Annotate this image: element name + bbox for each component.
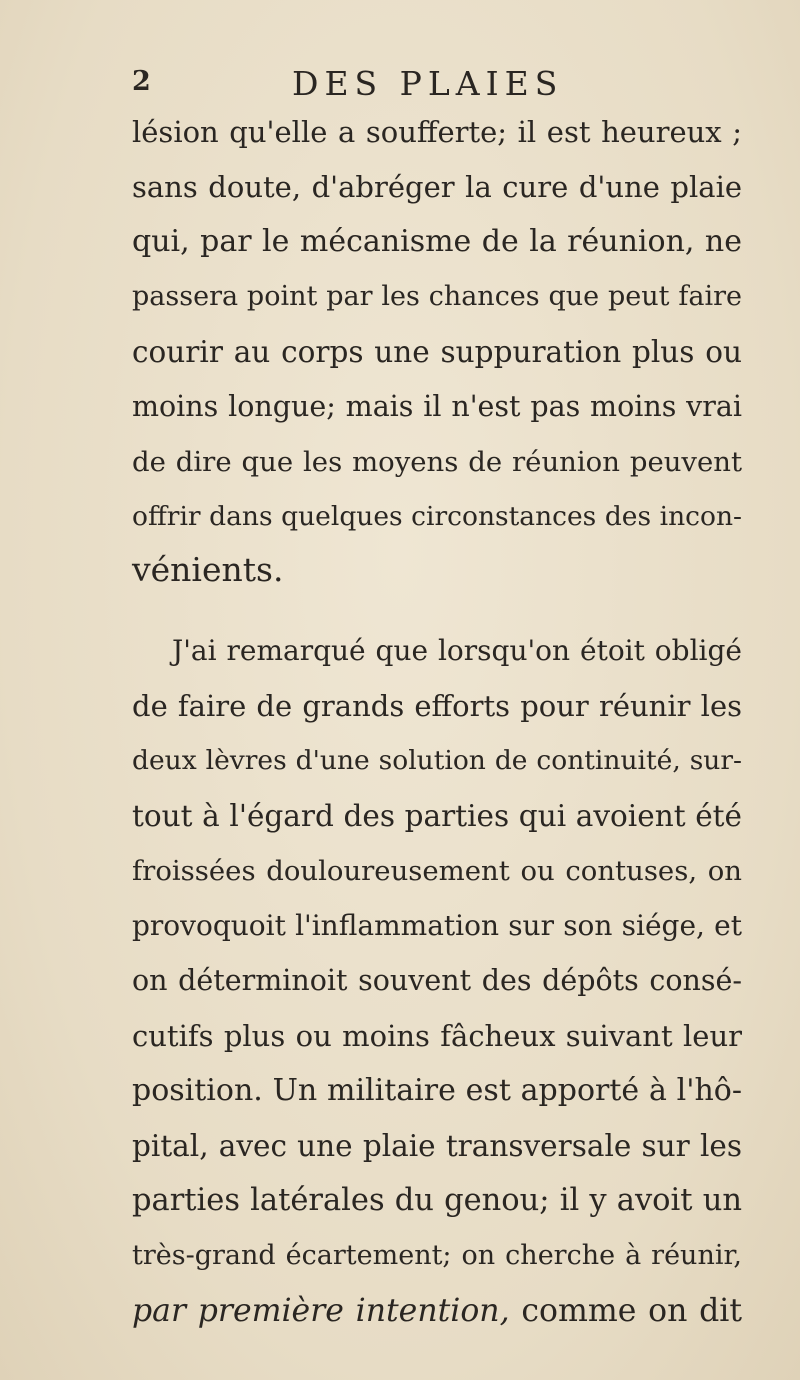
- text-line: tout à l'égard des parties qui avoient été: [132, 799, 742, 833]
- text-line: deux lèvres d'une solution de continuité, sur-: [132, 745, 742, 776]
- text-line: lésion qu'elle a soufferte; il est heureux ;: [132, 115, 742, 149]
- page-header: [132, 66, 772, 106]
- text-line: de faire de grands efforts pour réunir les: [132, 689, 742, 723]
- text-line-mixed: [132, 1291, 742, 1331]
- italic-phrase: par première intention,: [132, 1293, 510, 1329]
- text-line: moins longue; mais il n'est pas moins vrai: [132, 390, 742, 423]
- text-line: position. Un militaire est apporté à l'hô-: [132, 1073, 742, 1108]
- text-line: vénients.: [132, 550, 284, 589]
- text-line: cutifs plus ou moins fâcheux suivant leur: [132, 1019, 742, 1053]
- running-title: DES PLAIES: [292, 64, 564, 103]
- page-number: 2: [132, 66, 152, 97]
- text-line: provoquoit l'inflammation sur son siége, et: [132, 909, 742, 942]
- text-line: sans doute, d'abréger la cure d'une plaie: [132, 170, 742, 204]
- text-line: offrir dans quelques circonstances des incon-: [132, 501, 742, 532]
- text-line: pital, avec une plaie transversale sur les: [132, 1129, 742, 1163]
- text-line: froissées douloureusement ou contuses, on: [132, 855, 742, 887]
- text-line: qui, par le mécanisme de la réunion, ne: [132, 224, 742, 259]
- text-line: on déterminoit souvent des dépôts consé-: [132, 964, 742, 997]
- roman-phrase: comme on dit: [521, 1293, 743, 1329]
- text-line: de dire que les moyens de réunion peuvent: [132, 446, 742, 478]
- text-line: passera point par les chances que peut faire: [132, 281, 742, 312]
- text-line: J'ai remarqué que lorsqu'on étoit obligé: [172, 634, 742, 667]
- text-line: très-grand écartement; on cherche à réunir,: [132, 1240, 742, 1271]
- text-line: parties latérales du genou; il y avoit un: [132, 1183, 742, 1218]
- text-line: courir au corps une suppuration plus ou: [132, 335, 742, 369]
